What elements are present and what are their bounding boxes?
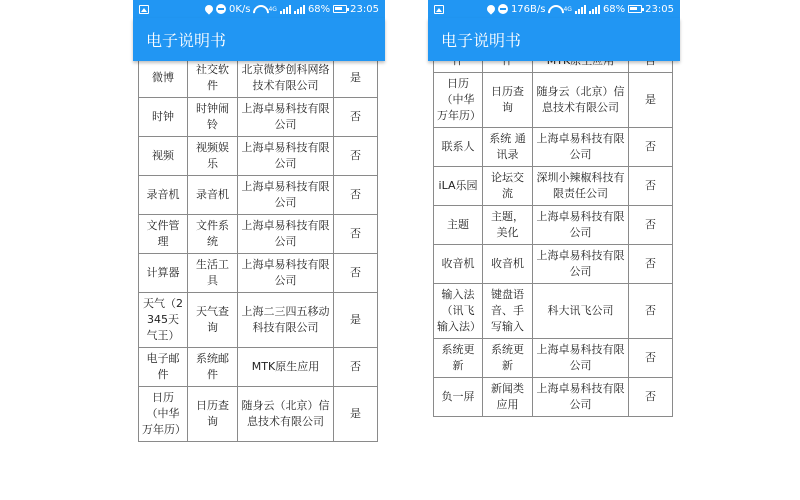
- app-category-cell: 键盘语音、手写输入: [483, 284, 533, 339]
- app-name-cell: 天气（2345天气王）: [139, 293, 188, 348]
- app-name-cell: 文件管理: [139, 215, 188, 254]
- network-speed: 176B/s: [510, 3, 546, 15]
- developer-cell: 上海卓易科技有限公司: [238, 215, 334, 254]
- removable-cell: 否: [629, 128, 673, 167]
- app-name-cell: 计算器: [139, 254, 188, 293]
- do-not-disturb-icon: [498, 4, 508, 14]
- developer-cell: 上海卓易科技有限公司: [533, 339, 629, 378]
- table-row: [139, 348, 378, 387]
- table-row: [434, 378, 673, 417]
- removable-cell: 是: [334, 293, 378, 348]
- battery-icon: [628, 5, 642, 13]
- app-name-cell: 系统更新: [434, 339, 483, 378]
- location-icon: [485, 3, 496, 14]
- developer-cell: 深圳小辣椒科技有限责任公司: [533, 167, 629, 206]
- phone-screen-left: [133, 0, 385, 500]
- network-type: 4G: [563, 5, 572, 13]
- app-category-cell: 视频娱乐: [188, 137, 238, 176]
- battery-percent: 68%: [602, 3, 626, 15]
- developer-cell: 上海二三四五移动科技有限公司: [238, 293, 334, 348]
- developer-cell: 北京微梦创科网络技术有限公司: [238, 59, 334, 98]
- app-name-cell: 收音机: [434, 245, 483, 284]
- app-title: 电子说明书: [441, 31, 522, 50]
- removable-cell: 是: [629, 73, 673, 128]
- app-category-cell: 系统 通讯录: [483, 128, 533, 167]
- clock-time: 23:05: [350, 3, 379, 15]
- app-name-cell: 日历（中华万年历）: [139, 387, 188, 442]
- manual-content[interactable]: [133, 61, 385, 500]
- table-row: [139, 215, 378, 254]
- removable-cell: 否: [629, 206, 673, 245]
- signal-icon: [575, 5, 586, 14]
- app-category-cell: 录音机: [188, 176, 238, 215]
- app-category-cell: 收音机: [483, 245, 533, 284]
- app-category-cell: 日历查询: [188, 387, 238, 442]
- table-row: [434, 245, 673, 284]
- developer-cell: 随身云（北京）信息技术有限公司: [533, 73, 629, 128]
- app-category-cell: 生活工具: [188, 254, 238, 293]
- table-row: [434, 206, 673, 245]
- developer-cell: 上海卓易科技有限公司: [533, 128, 629, 167]
- removable-cell: 是: [334, 387, 378, 442]
- developer-cell: 上海卓易科技有限公司: [533, 245, 629, 284]
- app-name-cell: 视频: [139, 137, 188, 176]
- status-bar: [428, 0, 680, 18]
- table-row: [139, 59, 378, 98]
- table-row: [139, 387, 378, 442]
- developer-cell: 上海卓易科技有限公司: [238, 176, 334, 215]
- developer-cell: MTK原生应用: [238, 348, 334, 387]
- network-speed: 0K/s: [228, 3, 251, 15]
- app-category-cell: 天气查询: [188, 293, 238, 348]
- image-notification-icon: [434, 5, 444, 14]
- app-category-cell: 论坛交流: [483, 167, 533, 206]
- network-type: 4G: [268, 5, 277, 13]
- do-not-disturb-icon: [216, 4, 226, 14]
- phone-screen-right: [428, 0, 680, 500]
- wifi-icon: [548, 5, 560, 14]
- image-notification-icon: [139, 5, 149, 14]
- app-name-cell: 时钟: [139, 98, 188, 137]
- app-category-cell: 日历查询: [483, 73, 533, 128]
- table-row: [434, 128, 673, 167]
- signal-icon-2: [294, 5, 305, 14]
- removable-cell: 否: [334, 137, 378, 176]
- removable-cell: 否: [334, 348, 378, 387]
- app-category-cell: 时钟闹铃: [188, 98, 238, 137]
- app-category-cell: 系统邮件: [188, 348, 238, 387]
- app-name-cell: 主题: [434, 206, 483, 245]
- clock-time: 23:05: [645, 3, 674, 15]
- developer-cell: 上海卓易科技有限公司: [533, 206, 629, 245]
- removable-cell: 否: [629, 339, 673, 378]
- table-row: [139, 176, 378, 215]
- signal-icon: [280, 5, 291, 14]
- app-list-table: [138, 58, 378, 442]
- app-list-table: [433, 49, 673, 417]
- wifi-icon: [253, 5, 265, 14]
- app-name-cell: 微博: [139, 59, 188, 98]
- removable-cell: 否: [334, 254, 378, 293]
- app-category-cell: 文件系统: [188, 215, 238, 254]
- table-row: [139, 137, 378, 176]
- removable-cell: 否: [629, 167, 673, 206]
- developer-cell: 上海卓易科技有限公司: [533, 378, 629, 417]
- table-row: [139, 293, 378, 348]
- location-icon: [203, 3, 214, 14]
- removable-cell: 否: [334, 215, 378, 254]
- app-category-cell: 主题，美化: [483, 206, 533, 245]
- developer-cell: 上海卓易科技有限公司: [238, 98, 334, 137]
- table-row: [139, 254, 378, 293]
- removable-cell: 否: [629, 245, 673, 284]
- removable-cell: 否: [334, 98, 378, 137]
- app-bar: [133, 18, 385, 61]
- app-name-cell: 录音机: [139, 176, 188, 215]
- removable-cell: 是: [334, 59, 378, 98]
- app-category-cell: 社交软件: [188, 59, 238, 98]
- app-name-cell: 输入法（讯飞输入法）: [434, 284, 483, 339]
- removable-cell: 否: [629, 378, 673, 417]
- manual-content[interactable]: [428, 61, 680, 500]
- developer-cell: 上海卓易科技有限公司: [238, 137, 334, 176]
- app-name-cell: 日历（中华万年历）: [434, 73, 483, 128]
- table-row: [434, 339, 673, 378]
- removable-cell: 否: [629, 284, 673, 339]
- developer-cell: 科大讯飞公司: [533, 284, 629, 339]
- app-category-cell: 系统更新: [483, 339, 533, 378]
- app-title: 电子说明书: [146, 31, 227, 50]
- developer-cell: 随身云（北京）信息技术有限公司: [238, 387, 334, 442]
- table-row: [139, 98, 378, 137]
- app-name-cell: 负一屏: [434, 378, 483, 417]
- removable-cell: 否: [334, 176, 378, 215]
- battery-percent: 68%: [307, 3, 331, 15]
- app-category-cell: 新闻类应用: [483, 378, 533, 417]
- app-bar: [428, 18, 680, 61]
- status-bar: [133, 0, 385, 18]
- app-name-cell: 电子邮件: [139, 348, 188, 387]
- app-name-cell: 联系人: [434, 128, 483, 167]
- battery-icon: [333, 5, 347, 13]
- table-row: [434, 73, 673, 128]
- signal-icon-2: [589, 5, 600, 14]
- table-row: [434, 167, 673, 206]
- developer-cell: 上海卓易科技有限公司: [238, 254, 334, 293]
- app-name-cell: iLA乐园: [434, 167, 483, 206]
- table-row: [434, 284, 673, 339]
